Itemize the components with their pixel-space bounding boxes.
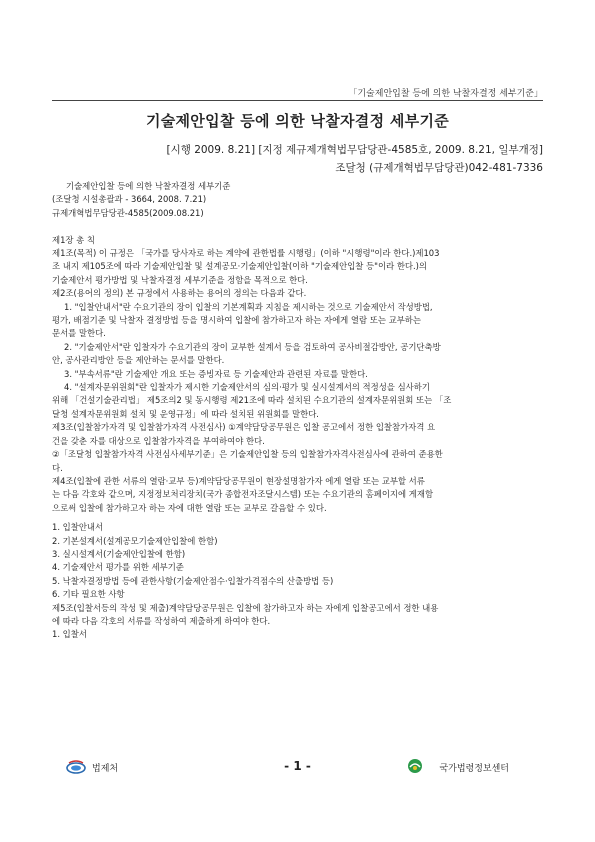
article-2-item-2: 2. "기술제안서"란 입찰자가 수요기관의 장이 교부한 설계서 등을 검토하여 공사비절감방안, 공기단축방 — [64, 341, 441, 352]
article-2-item-1-line: 평가, 배점기준 및 낙찰자 결정방법 등을 명시하여 입찰에 참가하고자 하는 자에게 열람 또는 교부하는 — [52, 315, 421, 326]
article-1-line: 조 내지 제105조에 따라 기술제안입찰 및 설계공모·기술제안입찰(이하 "기술제안입찰 등"이라 한다.)의 — [52, 261, 428, 272]
article-4-line: 으로써 입찰에 참가하고자 하는 자에 대한 열람 또는 교부로 갈음할 수 있다. — [52, 502, 327, 513]
article-1: 제1조(목적) 이 규정은 「국가를 당사자로 하는 계약에 관한법률 시행령」(이하 "시행령"이라 한다.)제103 — [52, 248, 440, 259]
page-footer — [52, 756, 543, 778]
article-2: 제2조(용어의 정의) 본 규정에서 사용하는 용어의 정의는 다음과 같다. — [52, 288, 307, 299]
article-4: 제4조(입찰에 관한 서류의 열람·교부 등)계약담당공무원이 현장설명참가자 에게 열람 또는 교부할 서류 — [52, 475, 425, 486]
article-2-item-4-line: 달청 설계자문위원회 설치 및 운영규정」에 따라 설치된 위원회를 말한다. — [52, 408, 319, 419]
enactment-info: [시행 2009. 8.21] [지정 제규제개혁법무담당관-4585호, 2009. 8.21, 일부개정] — [166, 144, 543, 156]
article-4-line: 는 다음 각호와 같으며, 지정정보처리장치(국가 종합전자조달시스템) 또는 수요기관의 홈페이지에 게재함 — [52, 489, 434, 500]
article-3-line: 건을 갖춘 자를 대상으로 입찰참가자격을 부여하여야 한다. — [52, 435, 265, 446]
spacer — [52, 220, 544, 233]
article-5-line: 에 따라 다음 각호의 서류를 작성하여 제출하게 하여야 한다. — [52, 615, 271, 626]
regulation-origin: (조달청 시설총괄과 - 3664, 2008. 7.21) — [52, 194, 207, 205]
footer-law-center-name: 국가법령정보센터 — [439, 764, 509, 774]
article-2-item-4: 4. "설계자문위원회"란 입찰자가 제시한 기술제안서의 심의·평가 및 실시설계서의 적정성을 심사하기 — [64, 382, 430, 393]
article-4-list-item: 2. 기본설계서(설계공모기술제안입찰에 한함) — [52, 535, 218, 546]
footer-agency-name: 법제처 — [92, 764, 119, 774]
article-1-line: 기술제안서 평가방법 및 낙찰자결정 세부기준을 정함을 목적으로 한다. — [52, 274, 308, 285]
article-4-list-item: 5. 낙찰자결정방법 등에 관한사항(기술제안점수·입찰가격점수의 산출방법 등) — [52, 575, 334, 586]
header-rule — [52, 100, 543, 101]
article-4-list-item: 3. 실시설계서(기술제안입찰에 한함) — [52, 548, 186, 559]
article-3-line: 다. — [52, 462, 63, 473]
article-2-item-1: 1. "입찰안내서"란 수요기관의 장이 입찰의 기본계획과 지침을 제시하는 것으로 기술제안서 작성방법, — [64, 301, 433, 312]
article-2-item-4-line: 위해 「건설기술관리법」 제5조의2 및 동시행령 제21조에 따라 설치된 수요기관의 설계자문위원회 또는 「조 — [52, 395, 452, 406]
document-header-tag: 「기술제안입찰 등에 의한 낙찰자결정 세부기준」 — [348, 89, 543, 99]
regulation-revision: 규제개혁법무담당관-4585(2009.08.21) — [52, 207, 204, 218]
chapter-heading: 제1장 총 칙 — [52, 234, 96, 245]
article-2-item-3: 3. "부속서류"란 기술제안 개요 또는 증빙자료 등 기술제안과 관련된 자료를 말한다. — [64, 368, 368, 379]
document-title: 기술제안입찰 등에 의한 낙찰자결정 세부기준 — [145, 112, 450, 130]
article-3: 제3조(입찰참가자격 및 입찰참가자격 사전심사) ①계약담당공무원은 입찰 공고에서 정한 입찰참가자격 요 — [52, 422, 436, 433]
article-3-clause-2: ②「조달청 입찰참가자격 사전심사세부기준」은 기술제안입찰 등의 입찰참가자격사전심사에 관하여 준용한 — [52, 449, 443, 460]
article-4-list-item: 4. 기술제안서 평가를 위한 세부기준 — [52, 562, 184, 573]
article-5-item-1: 1. 입찰서 — [52, 629, 87, 640]
article-4-list-item: 1. 입찰안내서 — [52, 522, 104, 533]
page-number: - 1 - — [284, 759, 311, 773]
article-2-item-1-line: 문서를 말한다. — [52, 328, 106, 339]
law-center-logo-icon — [407, 758, 423, 774]
article-2-item-2-line: 안, 공사관리방안 등을 제안하는 문서를 말한다. — [52, 355, 225, 366]
article-4-list-item: 6. 기타 필요한 사항 — [52, 589, 125, 600]
regulation-name: 기술제안입찰 등에 의한 낙찰자결정 세부기준 — [66, 181, 231, 191]
contact-info: 조달청 (규제개혁법무담당관)042-481-7336 — [335, 162, 543, 174]
article-5: 제5조(입찰서등의 작성 및 제출)계약담당공무원은 입찰에 참가하고자 하는 자에게 입찰공고에서 정한 내용 — [52, 602, 439, 613]
document-body — [52, 180, 544, 642]
